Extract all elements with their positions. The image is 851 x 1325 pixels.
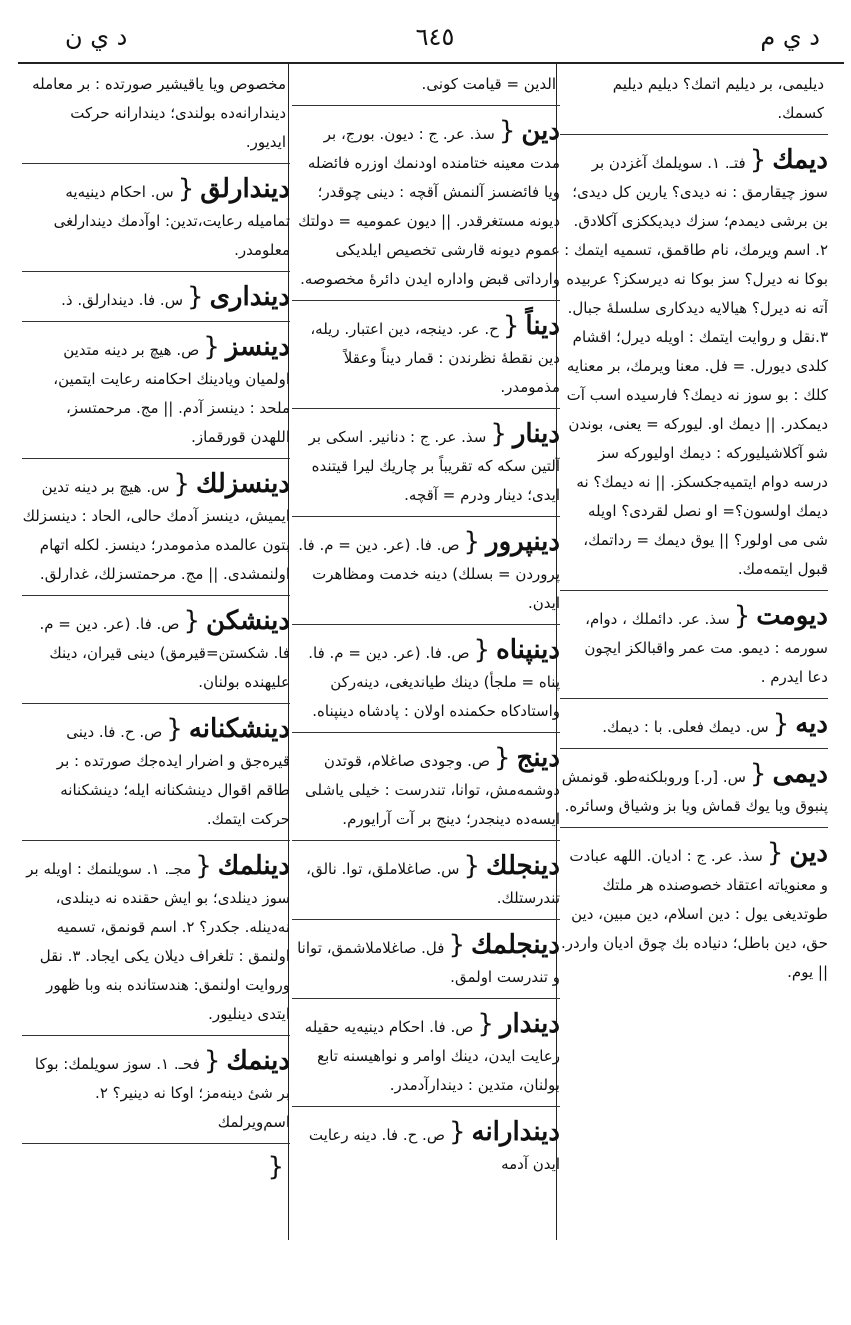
- headword: دیه: [795, 709, 828, 739]
- page-header: [30, 22, 830, 58]
- brace-icon: {: [195, 851, 212, 881]
- dictionary-entry: [292, 633, 560, 733]
- brace-icon: {: [749, 145, 767, 175]
- brace-icon: {: [766, 838, 784, 868]
- brace-icon: {: [463, 851, 481, 881]
- headword: دیندارانه: [471, 1117, 560, 1147]
- headword: دینج: [516, 743, 560, 773]
- brace-icon: {: [490, 419, 507, 449]
- brace-icon: {: [267, 1152, 284, 1182]
- column-middle: [292, 70, 560, 1250]
- dictionary-entry: [560, 757, 828, 828]
- brace-icon: {: [733, 601, 751, 631]
- headword: دینسزلك: [195, 469, 290, 499]
- definition: ص. فا. احكام دینیه‌یه حقیله رعایت ایدن، دینك اوامر و نواهیسنه تابع بولنان، متدین : دیندارآدمدر.: [304, 1018, 560, 1094]
- headword: دینپرور: [486, 527, 560, 557]
- continuation-text: مخصوص ویا یاقیشیر صورتده : بر معامله دیندارانه‌ده بولندی؛ دیندارانه حركت ایدیور.: [32, 75, 286, 151]
- definition: ح. عر. دینجه، دین اعتبار. ریله، دین نقطهٔ نظرندن : قمار دیناً وعقلاً مذمومدر.: [310, 320, 560, 396]
- continuation-entry: [22, 70, 290, 164]
- dictionary-entry: [22, 1152, 290, 1191]
- dictionary-entry: [292, 741, 560, 841]
- dictionary-entry: [292, 928, 560, 999]
- brace-icon: {: [173, 469, 190, 499]
- definition: فحـ. ۱. سوز سویلمك: بوكا بر شیٔ دینه‌مز؛ اوكا نه دینیر؟ ۲. اسم‌ویرلمك: [34, 1055, 290, 1131]
- definition: سذ. عر. ج : ادیان. اللهه عبادت و معنویاته اعتقاد خصوصنده هر ملتك طوتدیغی یول : دین اسلام، دین مبین، دین حق، دین باطل؛ دنیاده بك چوق ادیان واردر. || یوم.: [560, 847, 828, 981]
- brace-icon: {: [463, 527, 481, 557]
- dictionary-entry: [22, 330, 290, 459]
- brace-icon: {: [203, 332, 220, 362]
- brace-icon: {: [448, 930, 465, 960]
- column-left: [22, 70, 290, 1250]
- definition: ص. فا. (عر. دين = م. فا. پروردن = بسلك) دینه خدمت ومظاهرت ایدن.: [298, 536, 560, 612]
- definition: سذ. عر. ج : دیون. بورج، بر مدت معینه ختامنده اودنمك اوزره فائضله ویا فائضسز آلنمش آقچه : دینی چوقدر؛ دیونه مستغرقدر. || دیون عمومیه = دولتك عموم دیونه قارشی تخصیص ایلدیكی وارداتی قبض واداره ایدن دائرهٔ مخصوصه.: [298, 125, 560, 288]
- dictionary-entry: [292, 1007, 560, 1107]
- definition: س. فا. دیندارلق. ذ.: [61, 291, 184, 309]
- headword: دینمك: [226, 1046, 290, 1076]
- headword: دینسز: [225, 332, 290, 362]
- brace-icon: {: [203, 1046, 221, 1076]
- dictionary-entry: [292, 1115, 560, 1185]
- headword: دینجلك: [486, 851, 560, 881]
- headword: دیمی: [772, 759, 828, 789]
- brace-icon: {: [502, 311, 520, 341]
- definition: ص. ح. فا. دینی قیره‌جق و اضرار ایده‌جك صورتده : بر طاقم اقوال دینشكنانه ایله؛ دینشكنانه حركت ایتمك.: [56, 723, 290, 828]
- dictionary-entry: [292, 525, 560, 625]
- continuation-text: الدین = قیامت كونی.: [421, 75, 556, 93]
- definition: س. احكام دینیه‌یه تماميله رعایت،تدين: اوآدمك دیندارلغی معلومدر.: [53, 183, 290, 259]
- dictionary-entry: [292, 114, 560, 301]
- continuation-entry: [292, 70, 560, 106]
- dictionary-entry: [22, 1044, 290, 1144]
- header-letters-left: د ي ن: [65, 23, 128, 51]
- definition: س. دیمك فعلی. با : دیمك.: [602, 718, 769, 736]
- dictionary-entry: [292, 309, 560, 409]
- dictionary-entry: [22, 604, 290, 704]
- dictionary-entry: [22, 849, 290, 1036]
- headword: دیومت: [756, 601, 828, 631]
- headword: دینلمك: [217, 851, 290, 881]
- brace-icon: {: [494, 743, 511, 773]
- definition: ص. وجودی صاغلام، قوتدن دوشمه‌مش، توانا، تندرست : خیلی یاشلی ایسه‌ده دینجدر؛ دینج بر آت آرایورم.: [305, 752, 560, 828]
- headword: دینشكنانه: [188, 714, 290, 744]
- definition: فل. صاغلاملاشمق، توانا و تندرست اولمق.: [297, 939, 560, 986]
- brace-icon: {: [448, 1117, 466, 1147]
- brace-icon: {: [183, 606, 200, 636]
- page-number: ٦٤٥: [415, 23, 455, 51]
- definition: سذ. عر. ج : دنانیر. اسكی بر آلتین سكه كه تقریباً بر چاریك لیرا قیتنده ایدی؛ دینار ودرم = آقچه.: [308, 428, 560, 504]
- definition: ص. فا. (عر. دين = م. فا. پناه = ملجأ) دینك طیاندیغی، دینه‌ركن واستادكاه حكمنده اولان : پادشاه دینپناه.: [308, 644, 560, 720]
- dictionary-entry: [22, 280, 290, 322]
- dictionary-entry: [292, 849, 560, 920]
- definition: س. [ر.] وروبلكنه‌طو. قونمش پنبوق ویا یوك قماش ویا بز وشیاق وسائره.: [561, 768, 828, 815]
- definition: س. صاغلاملق، توا. نالق، تندرستلك.: [306, 860, 560, 907]
- header-letters-right: د ي م: [760, 23, 820, 51]
- dictionary-entry: [560, 599, 828, 699]
- headword: دیندار: [499, 1009, 560, 1039]
- headword: دینپناه: [496, 635, 560, 665]
- headword: دیندارلق: [200, 174, 290, 204]
- headword: دین: [789, 838, 828, 868]
- brace-icon: {: [477, 1009, 494, 1039]
- headword: دینجلمك: [471, 930, 560, 960]
- headword: دين: [521, 116, 560, 146]
- brace-icon: {: [166, 714, 183, 744]
- headword: دیناً: [525, 311, 560, 341]
- dictionary-entry: [560, 836, 828, 993]
- headword: دیمك: [772, 145, 828, 175]
- definition: مجـ. ۱. سویلنمك : اویله بر سوز دینلدی؛ بو ایش حقنده نه دینلدی، نه‌دینله. جكدر؟ ۲. اسم قونمق، تسمیه اولنمق : تلغراف دیلان یكی ایجاد. ۳. نقل وروایت اولنمق: هندستانده بنه وبا ظهور ایتدی دینلیور.: [26, 860, 290, 1023]
- headword: دینار: [512, 419, 560, 449]
- brace-icon: {: [772, 709, 790, 739]
- brace-icon: {: [498, 116, 516, 146]
- dictionary-entry: [22, 467, 290, 596]
- definition: ص. فا. (عر. دين = م. فا. شكستن=قیرمق) دینی قیران، دینك عليهنده بولنان.: [39, 615, 290, 691]
- brace-icon: {: [187, 282, 204, 312]
- definition: س. هیچ بر دینه تدين ایمیش، دینسز آدمك حالی، الحاد : دینسزلك بتون عالمده مذمومدر؛ دینسز. لكله اتهام اولنمشدی. || مج. مرحمتسزلك، غدارلق.: [22, 478, 290, 583]
- headword: دینداری: [209, 282, 290, 312]
- brace-icon: {: [473, 635, 491, 665]
- dictionary-entry: [22, 172, 290, 272]
- definition: ص. هیچ بر دینه متدین اولمیان ویادینك احكامنه رعایت ایتمین، ملحد : دینسز آدم. || مج. مرحمتسز، اللهدن قورقماز.: [53, 341, 290, 446]
- continuation-text: دیلیمی، بر دیلیم اتمك؟ دیلیم دیلیم کسمك.: [612, 75, 824, 122]
- dictionary-entry: [560, 707, 828, 749]
- continuation-entry: [560, 70, 828, 135]
- brace-icon: {: [177, 174, 195, 204]
- dictionary-entry: [560, 143, 828, 591]
- brace-icon: {: [749, 759, 767, 789]
- definition: ص. ح. فا. دینه رعایت ایدن آدمه: [308, 1126, 560, 1173]
- definition: سذ. عر. دائملك ، دوام، سورمه : دیمو. مت عمر واقبالكز ایچون دعا ایدرم .: [584, 610, 828, 686]
- dictionary-entry: [22, 712, 290, 841]
- column-right: [560, 70, 828, 1250]
- definition: فتـ. ۱. سویلمك آغزدن بر سوز چیقارمق : نه دیدی؟ یارین کل دیدی؛ بن برشی دیمدم؛ سزك دیدیككزی آكلادق. ۲. اسم ویرمك، نام طاقمق، تسمیه ایتمك : بوكا نه دیرل؟ سز بوكا نه دیرسكز؟ عربیده آته نه دیرل؟ هیالایه دیدكاری سلسلهٔ جبال. ۳.نقل و روایت ایتمك : اویله دیرل؛ اقشام كلدی دیورل. = فل. معنا ویرمك، بر معنایه كلك : بو سوز نه دیمك؟ فارسیده اسب آت دیمكدر. || دیمك او. لیورکه = یعنی، بوندن شو آکلاشیلیورکه : دیمك اولیورکه سز درسه دوام ایتمیه‌جكسكز. || نه دیمك؟ نه دیمك اولسون؟= او نصل لقردی؟ اویله شی می اولور؟ || یوق دیمك = رداتمك، قبول ایتمه‌مك.: [564, 154, 828, 578]
- dictionary-entry: [292, 417, 560, 517]
- headword: دینشكن: [205, 606, 290, 636]
